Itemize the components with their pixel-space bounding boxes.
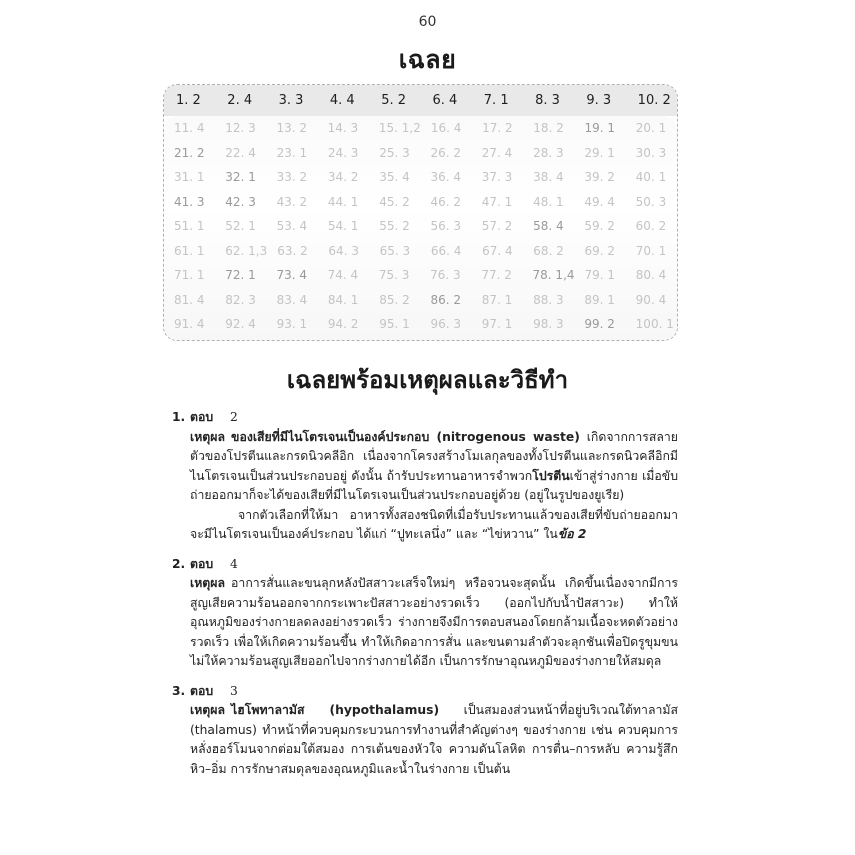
answer-key-cell: 10. 2 — [637, 93, 671, 108]
page-number: 60 — [418, 14, 437, 30]
answer-key-row — [164, 239, 677, 264]
answer-key-cell: 90. 4 — [635, 292, 667, 307]
answer-key-cell: 51. 1 — [174, 219, 205, 234]
reason-body: เป็นสมองส่วนหน้าที่อยู่บริเวณใต้ทาลามัส (thalamus) ทำหน้าที่ควบคุมกระบวนการทำงานที่สำคัญต่างๆ ของร่างกาย เช่น ควบคุมการหลั่งฮอร์โมนจากต่อมใต้สมอง การเต้นของหัวใจ ความดันโลหิต การตื่น–การหลับ ความรู้สึกหิว–อิ่ม การรักษาสมดุลของอุณหภูมิและน้ำในร่างกาย เป็นต้น — [190, 703, 678, 776]
answer-key-cell: 87. 1 — [481, 292, 513, 307]
answer-key-cell: 15. 1,2 — [378, 121, 421, 136]
answer-key-cell: 42. 3 — [225, 194, 256, 209]
answer-key-cell: 53. 4 — [276, 219, 308, 234]
answer-key-cell: 2. 4 — [227, 93, 253, 108]
answer-key-cell: 92. 4 — [225, 317, 256, 332]
explanations-list — [172, 408, 678, 789]
answer-key-cell: 57. 2 — [481, 219, 513, 234]
answer-key-cell: 16. 4 — [430, 121, 462, 136]
answer-key-cell: 39. 2 — [584, 170, 615, 185]
answer-key-row — [164, 263, 677, 288]
answer-key-cell: 6. 4 — [432, 93, 458, 108]
answer-value: 2 — [230, 410, 238, 424]
answer-key-cell: 77. 2 — [481, 268, 512, 283]
answer-key-cell: 34. 2 — [327, 170, 359, 185]
answer-key-cell: 96. 3 — [430, 317, 462, 332]
answer-key-cell: 1. 2 — [176, 93, 201, 108]
answer-key-cell: 75. 3 — [378, 268, 410, 283]
answer-key-row — [164, 141, 677, 166]
item-number: 1. — [172, 410, 186, 424]
answer-key-row — [164, 165, 677, 190]
answer-key-cell: 79. 1 — [584, 268, 616, 283]
answer-label: ตอบ — [190, 683, 214, 698]
answer-key-cell: 20. 1 — [635, 121, 667, 136]
answer-key-cell: 84. 1 — [327, 292, 359, 307]
answer-key-row — [164, 288, 677, 313]
answer-key-cell: 56. 3 — [430, 219, 462, 234]
answer-key-cell: 49. 4 — [584, 194, 615, 209]
answer-key-cell: 30. 3 — [635, 145, 667, 160]
answer-key-cell: 94. 2 — [327, 317, 359, 332]
answer-key-cell: 85. 2 — [379, 292, 410, 307]
answer-key-cell: 70. 1 — [635, 243, 667, 258]
explanation-item-1 — [172, 408, 678, 545]
answer-key-cell: 3. 3 — [278, 93, 304, 108]
answer-key-cell: 64. 3 — [328, 243, 359, 258]
answer-key-cell: 95. 1 — [379, 317, 410, 332]
answer-key-cell: 40. 1 — [635, 170, 667, 185]
reason-label: เหตุผล — [190, 429, 226, 444]
answer-key-cell: 82. 3 — [225, 292, 256, 307]
explanation-item-2 — [172, 555, 678, 672]
answer-key-cell: 81. 4 — [174, 292, 205, 307]
answer-key-cell: 25. 3 — [379, 145, 410, 160]
answer-key-cell: 68. 2 — [533, 243, 564, 258]
answer-key-cell: 37. 3 — [481, 170, 513, 185]
answer-label: ตอบ — [190, 556, 214, 571]
answer-key-cell: 66. 4 — [430, 243, 462, 258]
answer-key-cell: 5. 2 — [381, 93, 406, 108]
item-number: 2. — [172, 556, 186, 571]
answer-key-cell: 38. 4 — [533, 170, 564, 185]
reason-body-2: เข้าสู่ร่างกาย เมื่อขับถ่ายออกมาก็จะได้ของเสียที่มีไนโตรเจนเป็นส่วนประกอบอยู่ด้วย (อยู่ในรูปของยูเรีย) — [190, 468, 678, 502]
reason-keyword: ไฮโพทาลามัส (hypothalamus) — [231, 703, 440, 717]
answer-key-cell: 88. 3 — [533, 292, 564, 307]
answer-key-cell: 93. 1 — [276, 317, 308, 332]
answer-key-cell: 62. 1,3 — [225, 243, 268, 258]
answer-key-cell: 58. 4 — [533, 219, 564, 234]
answer-key-body — [164, 116, 677, 340]
answer-key-cell: 22. 4 — [225, 145, 256, 160]
answer-key-cell: 73. 4 — [276, 268, 307, 283]
answer-key-table — [163, 84, 678, 341]
answer-key-cell: 21. 2 — [174, 145, 205, 160]
reason-body: เกิดจากการสลายตัวของโปรตีนและกรดนิวคลีอิก เนื่องจากโครงสร้างโมเลกุลของทั้งโปรตีนและกรดนิวคลีอิกมีไนโตรเจนเป็นส่วนประกอบอยู่ ดังนั้น ถ้ารับประทานอาหารจำพวก — [190, 429, 678, 483]
answer-key-cell: 48. 1 — [533, 194, 564, 209]
answer-key-cell: 80. 4 — [635, 268, 667, 283]
reason-text — [172, 701, 678, 779]
answer-key-cell: 83. 4 — [276, 292, 308, 307]
answer-key-cell: 27. 4 — [481, 145, 513, 160]
answer-key-row — [164, 190, 677, 215]
answer-key-cell: 23. 1 — [276, 145, 308, 160]
answer-key-cell: 44. 1 — [327, 194, 359, 209]
answer-key-cell: 18. 2 — [533, 121, 564, 136]
answer-value: 3 — [230, 683, 238, 698]
answer-key-cell: 100. 1 — [635, 317, 674, 332]
paragraph-2-text: จากตัวเลือกที่ให้มา อาหารทั้งสองชนิดที่เมื่อรับประทานแล้วของเสียที่ขับถ่ายออกมาจะมีไนโตรเจนเป็นองค์ประกอบ ได้แก่ “ปูทะเลนึ่ง” และ “ไข่หวาน” ใน — [190, 507, 678, 541]
answer-key-cell: 41. 3 — [174, 194, 205, 209]
reason-label: เหตุผล — [190, 576, 226, 590]
reason-text — [172, 574, 678, 672]
answer-key-cell: 54. 1 — [327, 219, 359, 234]
answer-key-cell: 24. 3 — [327, 145, 359, 160]
answer-reference: ข้อ 2 — [557, 527, 587, 541]
answer-key-row — [164, 214, 677, 239]
answer-key-cell: 76. 3 — [430, 268, 461, 283]
answer-key-cell: 55. 2 — [379, 219, 410, 234]
answer-key-cell: 78. 1,4 — [532, 268, 575, 283]
answer-key-cell: 65. 3 — [379, 243, 411, 258]
answer-key-cell: 33. 2 — [276, 170, 308, 185]
answer-key-cell: 45. 2 — [379, 194, 410, 209]
page-title: เฉลย — [398, 45, 457, 74]
explanation-item-3 — [172, 682, 678, 780]
answer-key-cell: 61. 1 — [174, 243, 205, 258]
answer-key-cell: 26. 2 — [430, 145, 462, 160]
answer-key-cell: 11. 4 — [174, 121, 205, 136]
item-number: 3. — [172, 683, 186, 698]
section-title: เฉลยพร้อมเหตุผลและวิธีทำ — [286, 366, 569, 394]
answer-key-cell: 59. 2 — [584, 219, 615, 234]
reason-body: อาการสั่นและขนลุกหลังปัสสาวะเสร็จใหม่ๆ หรือจวนจะสุดนั้น เกิดขึ้นเนื่องจากมีการสูญเสียความร้อนออกจากกระเพาะปัสสาวะอย่างรวดเร็ว (ออกไปกับน้ำปัสสาวะ) ทำให้อุณหภูมิของร่างกายลดลงอย่างรวดเร็ว ร่างกายจึงมีการตอบสนองโดยกล้ามเนื้อจะหดตัวอย่างรวดเร็ว เพื่อให้เกิดความร้อนขึ้น ทำให้เกิดอาการสั่น และขนตามลำตัวจะลุกชันเพื่อปิดรูขุมขนไม่ให้ความร้อนสูญเสียออกไปจากร่างกายได้อีก เป็นการรักษาอุณหภูมิของร่างกายให้สมดุล — [190, 576, 678, 668]
answer-key-cell: 32. 1 — [225, 170, 256, 185]
reason-keyword-2: โปรตีน — [532, 468, 570, 483]
answer-key-row — [164, 116, 677, 141]
answer-key-cell: 13. 2 — [276, 121, 307, 136]
answer-key-cell: 97. 1 — [481, 317, 513, 332]
answer-key-row — [164, 312, 677, 337]
answer-key-cell: 36. 4 — [430, 170, 462, 185]
answer-key-cell: 14. 3 — [327, 121, 359, 136]
answer-key-cell: 86. 2 — [430, 292, 462, 307]
answer-key-cell: 71. 1 — [174, 268, 205, 283]
answer-key-cell: 35. 4 — [379, 170, 410, 185]
answer-key-cell: 63. 2 — [277, 243, 308, 258]
answer-key-cell: 9. 3 — [586, 93, 612, 108]
answer-key-cell: 91. 4 — [174, 317, 205, 332]
reason-label: เหตุผล — [190, 703, 226, 717]
answer-key-cell: 28. 3 — [533, 145, 564, 160]
answer-key-cell: 8. 3 — [535, 93, 560, 108]
answer-value: 4 — [230, 556, 238, 571]
answer-key-cell: 98. 3 — [533, 317, 564, 332]
answer-key-cell: 69. 2 — [584, 243, 616, 258]
answer-key-cell: 7. 1 — [483, 93, 509, 108]
answer-key-cell: 52. 1 — [225, 219, 256, 234]
answer-key-cell: 46. 2 — [430, 194, 462, 209]
answer-key-cell: 19. 1 — [584, 121, 616, 136]
answer-key-cell: 99. 2 — [584, 317, 615, 332]
reason-paragraph-2 — [190, 506, 678, 545]
answer-key-cell: 29. 1 — [584, 145, 615, 160]
answer-key-cell: 17. 2 — [482, 121, 513, 136]
answer-key-cell: 31. 1 — [174, 170, 205, 185]
answer-key-cell: 43. 2 — [276, 194, 308, 209]
answer-key-header-row — [164, 85, 677, 116]
reason-keyword: ของเสียที่มีไนโตรเจนเป็นองค์ประกอบ (nitrogenous waste) — [231, 429, 580, 444]
answer-key-cell: 60. 2 — [635, 219, 667, 234]
answer-key-cell: 47. 1 — [481, 194, 513, 209]
reason-text — [172, 428, 678, 545]
answer-key-cell: 89. 1 — [584, 292, 615, 307]
answer-key-cell: 4. 4 — [329, 93, 355, 108]
answer-key-cell: 72. 1 — [225, 268, 256, 283]
answer-key-cell: 50. 3 — [635, 194, 667, 209]
answer-key-cell: 74. 4 — [327, 268, 359, 283]
answer-key-cell: 12. 3 — [225, 121, 256, 136]
answer-key-cell: 67. 4 — [482, 243, 513, 258]
answer-label: ตอบ — [190, 410, 214, 424]
